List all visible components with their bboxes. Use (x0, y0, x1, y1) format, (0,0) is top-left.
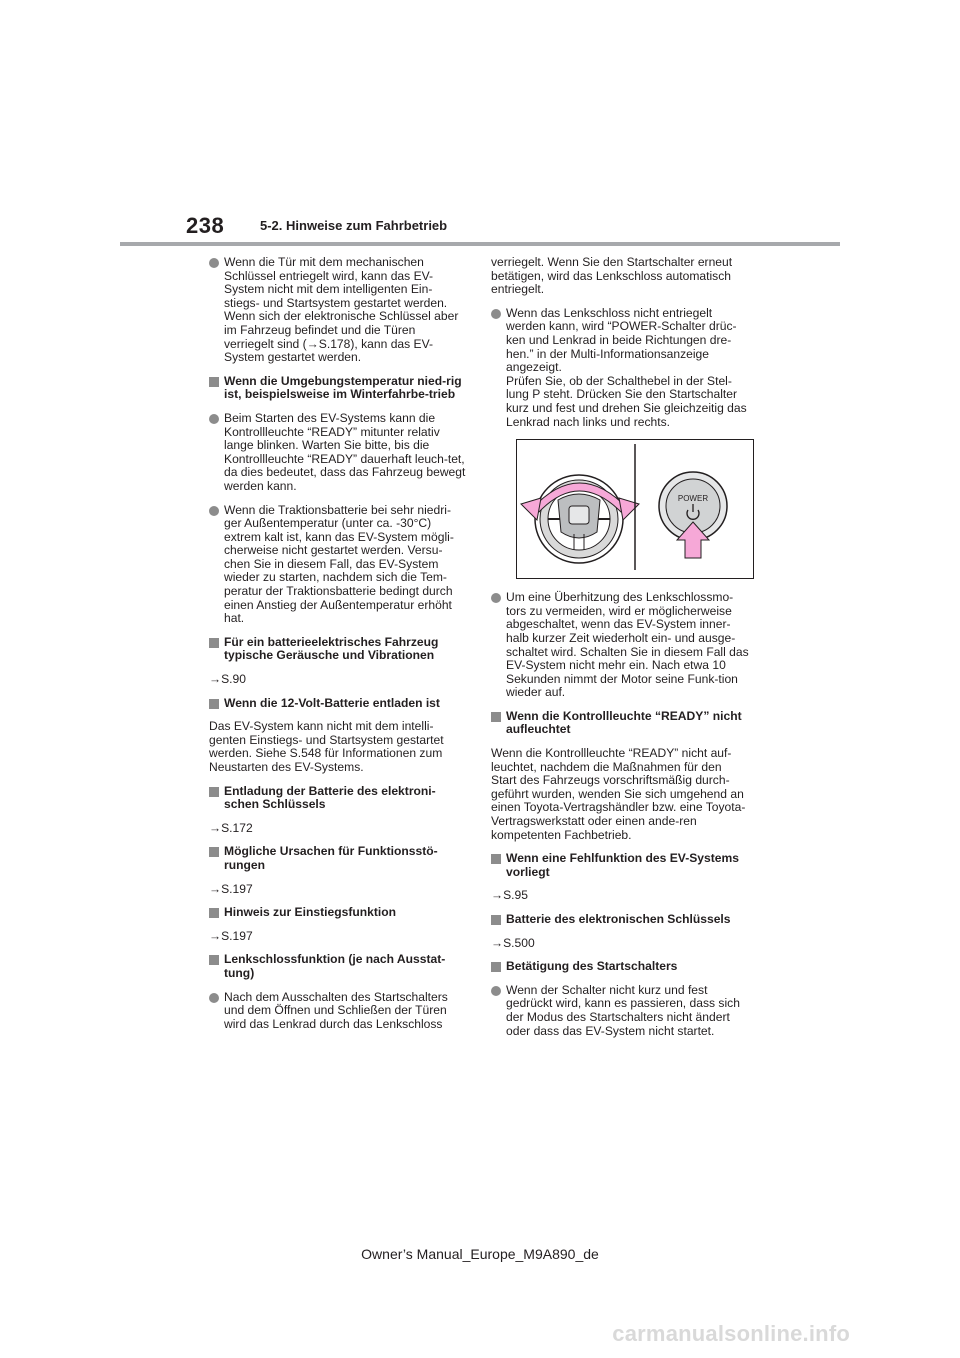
heading-square-icon (491, 854, 501, 864)
page-reference (491, 937, 749, 951)
paragraph (491, 256, 749, 297)
page-reference-text: →S.197 (209, 881, 253, 896)
bullet-item (491, 591, 749, 700)
page-reference (209, 822, 467, 836)
right-column-bottom (491, 591, 749, 1038)
paragraph-text: verriegelt. Wenn Sie den Startschalter erneut betätigen, wird das Lenkschloss automatisch entriegelt. (491, 255, 733, 297)
page-reference-text: →S.500 (491, 935, 535, 950)
heading-text: Für ein batterieelektrisches Fahrzeug typische Geräusche und Vibrationen (224, 634, 439, 663)
bullet-text: Beim Starten des EV-Systems kann die Kontrollleuchte “READY” mitunter relativ lange blinken. Warten Sie bitte, bis die Kontrollleuchte “READY” dauerhaft leuch-tet, da dies bedeutet, dass das Fahrzeug bewegt werden kann. (224, 410, 466, 493)
left-column (209, 256, 467, 1041)
bullet-dot-icon (209, 506, 219, 516)
page-reference (491, 889, 749, 903)
heading-square-icon (491, 712, 501, 722)
heading-square-icon (209, 699, 219, 709)
heading-text: Wenn die Umgebungstemperatur nied-rig ist, beispielsweise im Winterfahrbe-trieb (224, 373, 462, 402)
subsection-heading (209, 845, 467, 872)
bullet-dot-icon (491, 593, 501, 603)
heading-text: Wenn die Kontrollleuchte “READY” nicht aufleuchtet (506, 708, 742, 737)
heading-text: Wenn eine Fehlfunktion des EV-Systems vorliegt (506, 851, 739, 879)
subsection-heading (491, 960, 749, 974)
bullet-dot-icon (491, 986, 501, 996)
bullet-dot-icon (209, 993, 219, 1003)
page-reference-text: →S.90 (209, 672, 246, 687)
bullet-text: Wenn der Schalter nicht kurz und fest gedrückt wird, kann es passieren, dass sich der Modus des Startschalters nicht ändert oder dass das EV-System nicht startet. (506, 982, 740, 1038)
paragraph-text: Das EV-System kann nicht mit dem intelli-genten Einstiegs- und Startsystem gestartet werden. Siehe S.548 für Informationen zum Neustarten des EV-Systems. (209, 719, 444, 774)
section-title: 5-2. Hinweise zum Fahrbetrieb (260, 218, 448, 233)
page-reference-text: →S.197 (209, 928, 253, 943)
bullet-item (491, 307, 749, 429)
bullet-text: Wenn die Tür mit dem mechanischen Schlüssel entriegelt wird, kann das EV-System nicht mit dem intelligenten Ein-stiegs- und Startsystem gestartet werden. Wenn sich der elektronische Schlüssel aber im Fahrzeug befindet und die Türen verriegelt sind (→S.178), kann das EV-System gestartet werden. (224, 255, 459, 365)
bullet-item (209, 412, 467, 494)
bullet-item (491, 984, 749, 1038)
subsection-heading (491, 852, 749, 879)
bullet-text: Nach dem Ausschalten des Startschalters und dem Öffnen und Schließen der Türen wird das Lenkrad durch das Lenkschloss (224, 989, 448, 1031)
bullet-dot-icon (209, 414, 219, 424)
paragraph (491, 747, 749, 842)
heading-text: Betätigung des Startschalters (506, 959, 678, 974)
subsection-heading (209, 953, 467, 980)
heading-text: Batterie des elektronischen Schlüssels (506, 912, 731, 926)
heading-text: Lenkschlossfunktion (je nach Ausstat-tung) (224, 952, 446, 980)
page-reference (209, 930, 467, 944)
bullet-text: Wenn die Traktionsbatterie bei sehr niedri-ger Außentemperatur (unter ca. -30°C) extrem kalt ist, kann das EV-System mögli-cherweise nicht gestartet werden. Versu-chen Sie in diesem Fall, das EV-System wieder zu starten, nachdem sich die Tem-peratur der Traktionsbatterie bedingt durch einen Anstieg der Außentemperatur erhöht hat. (224, 502, 454, 626)
page-reference (209, 883, 467, 897)
heading-text: Mögliche Ursachen für Funktionsstö-rungen (224, 844, 438, 872)
bullet-item (209, 256, 467, 365)
subsection-heading (209, 697, 467, 711)
heading-text: Hinweis zur Einstiegsfunktion (224, 905, 397, 920)
heading-square-icon (209, 638, 219, 648)
bullet-item (209, 991, 467, 1032)
heading-square-icon (209, 847, 219, 857)
page-reference-text: →S.95 (491, 888, 528, 903)
heading-square-icon (209, 377, 219, 387)
bullet-item (209, 504, 467, 626)
steering-lock-illustration (516, 439, 754, 579)
header-divider (120, 242, 840, 246)
watermark: carmanualsonline.info (612, 1321, 850, 1346)
page-reference (209, 673, 467, 687)
heading-square-icon (491, 915, 501, 925)
power-button-label: POWER (677, 494, 709, 504)
right-column-top (491, 256, 749, 429)
heading-square-icon (209, 955, 219, 965)
paragraph-text: Wenn die Kontrollleuchte “READY” nicht auf-leuchtet, nachdem die Maßnahmen für den Start des Fahrzeugs vorschriftsmäßig durch-geführt wurden, wenden Sie sich umgehend an einen Toyota-Vertragshändler bzw. eine Toyota-Vertragswerkstatt oder einen ande-ren kompetenten Fachbetrieb. (491, 746, 746, 842)
subsection-heading (491, 710, 749, 737)
heading-square-icon (209, 908, 219, 918)
paragraph (209, 720, 467, 774)
page-reference-text: →S.172 (209, 820, 253, 835)
illustration-svg (517, 440, 753, 578)
subsection-heading (209, 375, 467, 402)
subsection-heading (209, 785, 467, 812)
subsection-heading (209, 906, 467, 920)
bullet-text: Wenn das Lenkschloss nicht entriegelt werden kann, wird “POWER-Schalter drüc-ken und Lenkrad in beide Richtungen dre-hen.” in der Multi-Informationsanzeige angezeigt. Prüfen Sie, ob der Schalthebel in der Stel-lung P steht. Drücken Sie den Startschalter kurz und fest und drehen Sie gleichzeitig das Lenkrad nach links und rechts. (506, 305, 747, 429)
heading-text: Wenn die 12-Volt-Batterie entladen ist (224, 695, 440, 710)
heading-square-icon (209, 787, 219, 797)
bullet-text: Um eine Überhitzung des Lenkschlossmo-tors zu vermeiden, wird er möglicherweise abgeschaltet, wenn das EV-System inner-halb kurzer Zeit wiederholt ein- und ausge-schaltet wird. Schalten Sie in diesem Fall das EV-System nicht mehr ein. Nach etwa 10 Sekunden nimmt der Motor seine Funk-tion wieder auf. (506, 590, 749, 700)
footer-manual-id: Owner’s Manual_Europe_M9A890_de (361, 1246, 599, 1262)
bullet-dot-icon (491, 309, 501, 319)
heading-square-icon (491, 962, 501, 972)
subsection-heading (491, 913, 749, 927)
bullet-dot-icon (209, 258, 219, 268)
page-number: 238 (186, 213, 225, 238)
subsection-heading (209, 636, 467, 663)
heading-text: Entladung der Batterie des elektroni-schen Schlüssels (224, 783, 436, 812)
right-column (491, 256, 749, 1048)
